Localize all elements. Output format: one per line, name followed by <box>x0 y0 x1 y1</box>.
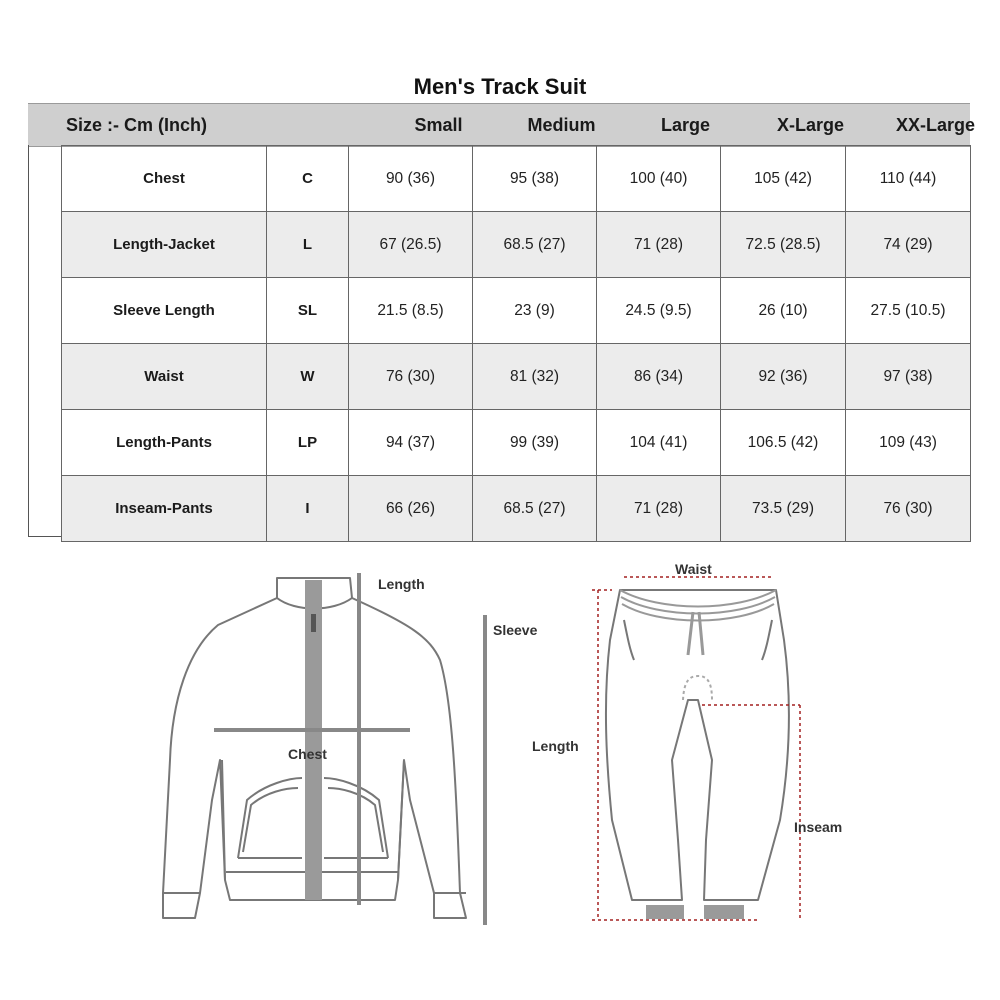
cell-value: 94 (37) <box>349 410 473 476</box>
col-header-medium: Medium <box>527 115 596 135</box>
row-abbr: L <box>267 212 349 278</box>
col-header-xx-large: XX-Large <box>895 115 976 135</box>
cell-value: 27.5 (10.5) <box>846 278 971 344</box>
col-header-large: Large <box>660 115 711 135</box>
cell-value: 97 (38) <box>846 344 971 410</box>
cell-value: 73.5 (29) <box>721 476 846 542</box>
row-name-sleeve-length: Sleeve Length <box>62 278 267 344</box>
cell-value: 90 (36) <box>349 146 473 212</box>
row-abbr: I <box>267 476 349 542</box>
chart-title: Men's Track Suit <box>413 74 587 99</box>
cell-value: 104 (41) <box>597 410 721 476</box>
table-row <box>62 278 971 344</box>
pants-illustration <box>606 590 789 900</box>
cell-value: 105 (42) <box>721 146 846 212</box>
size-unit-label: Size :- Cm (Inch) <box>66 115 208 135</box>
cell-value: 23 (9) <box>473 278 597 344</box>
table-row <box>62 212 971 278</box>
cell-value: 68.5 (27) <box>473 476 597 542</box>
cell-value: 110 (44) <box>846 146 971 212</box>
cell-value: 99 (39) <box>473 410 597 476</box>
pants-inseam-label: Inseam <box>794 819 843 835</box>
cell-value: 106.5 (42) <box>721 410 846 476</box>
col-header-small: Small <box>414 115 463 135</box>
size-header-row <box>28 103 976 147</box>
row-abbr: LP <box>267 410 349 476</box>
pants-cuff-right <box>704 905 744 919</box>
cell-value: 81 (32) <box>473 344 597 410</box>
table-left-margin <box>28 145 62 537</box>
row-name-waist: Waist <box>62 344 267 410</box>
row-name-length-jacket: Length-Jacket <box>62 212 267 278</box>
cell-value: 100 (40) <box>597 146 721 212</box>
cell-value: 24.5 (9.5) <box>597 278 721 344</box>
table-row <box>62 146 971 212</box>
cell-value: 68.5 (27) <box>473 212 597 278</box>
jacket-chest-label: Chest <box>288 746 327 762</box>
size-table <box>61 145 971 542</box>
cell-value: 21.5 (8.5) <box>349 278 473 344</box>
row-abbr: C <box>267 146 349 212</box>
cell-value: 74 (29) <box>846 212 971 278</box>
cell-value: 86 (34) <box>597 344 721 410</box>
cell-value: 72.5 (28.5) <box>721 212 846 278</box>
jacket-length-label: Length <box>378 576 425 592</box>
jacket-sleeve-label: Sleeve <box>493 622 538 638</box>
cell-value: 71 (28) <box>597 476 721 542</box>
pants-length-label: Length <box>532 738 579 754</box>
cell-value: 66 (26) <box>349 476 473 542</box>
cell-value: 95 (38) <box>473 146 597 212</box>
row-name-length-pants: Length-Pants <box>62 410 267 476</box>
cell-value: 76 (30) <box>349 344 473 410</box>
table-row <box>62 476 971 542</box>
cell-value: 109 (43) <box>846 410 971 476</box>
cell-value: 67 (26.5) <box>349 212 473 278</box>
zipper-pull <box>311 614 316 632</box>
pants-waist-label: Waist <box>675 561 712 577</box>
row-name-inseam-pants: Inseam-Pants <box>62 476 267 542</box>
cell-value: 26 (10) <box>721 278 846 344</box>
row-name-chest: Chest <box>62 146 267 212</box>
table-row <box>62 410 971 476</box>
row-abbr: W <box>267 344 349 410</box>
table-row <box>62 344 971 410</box>
row-abbr: SL <box>267 278 349 344</box>
cell-value: 76 (30) <box>846 476 971 542</box>
cell-value: 71 (28) <box>597 212 721 278</box>
measurement-diagrams <box>0 555 1000 1000</box>
col-header-x-large: X-Large <box>776 115 845 135</box>
cell-value: 92 (36) <box>721 344 846 410</box>
pants-cuff-left <box>646 905 684 919</box>
